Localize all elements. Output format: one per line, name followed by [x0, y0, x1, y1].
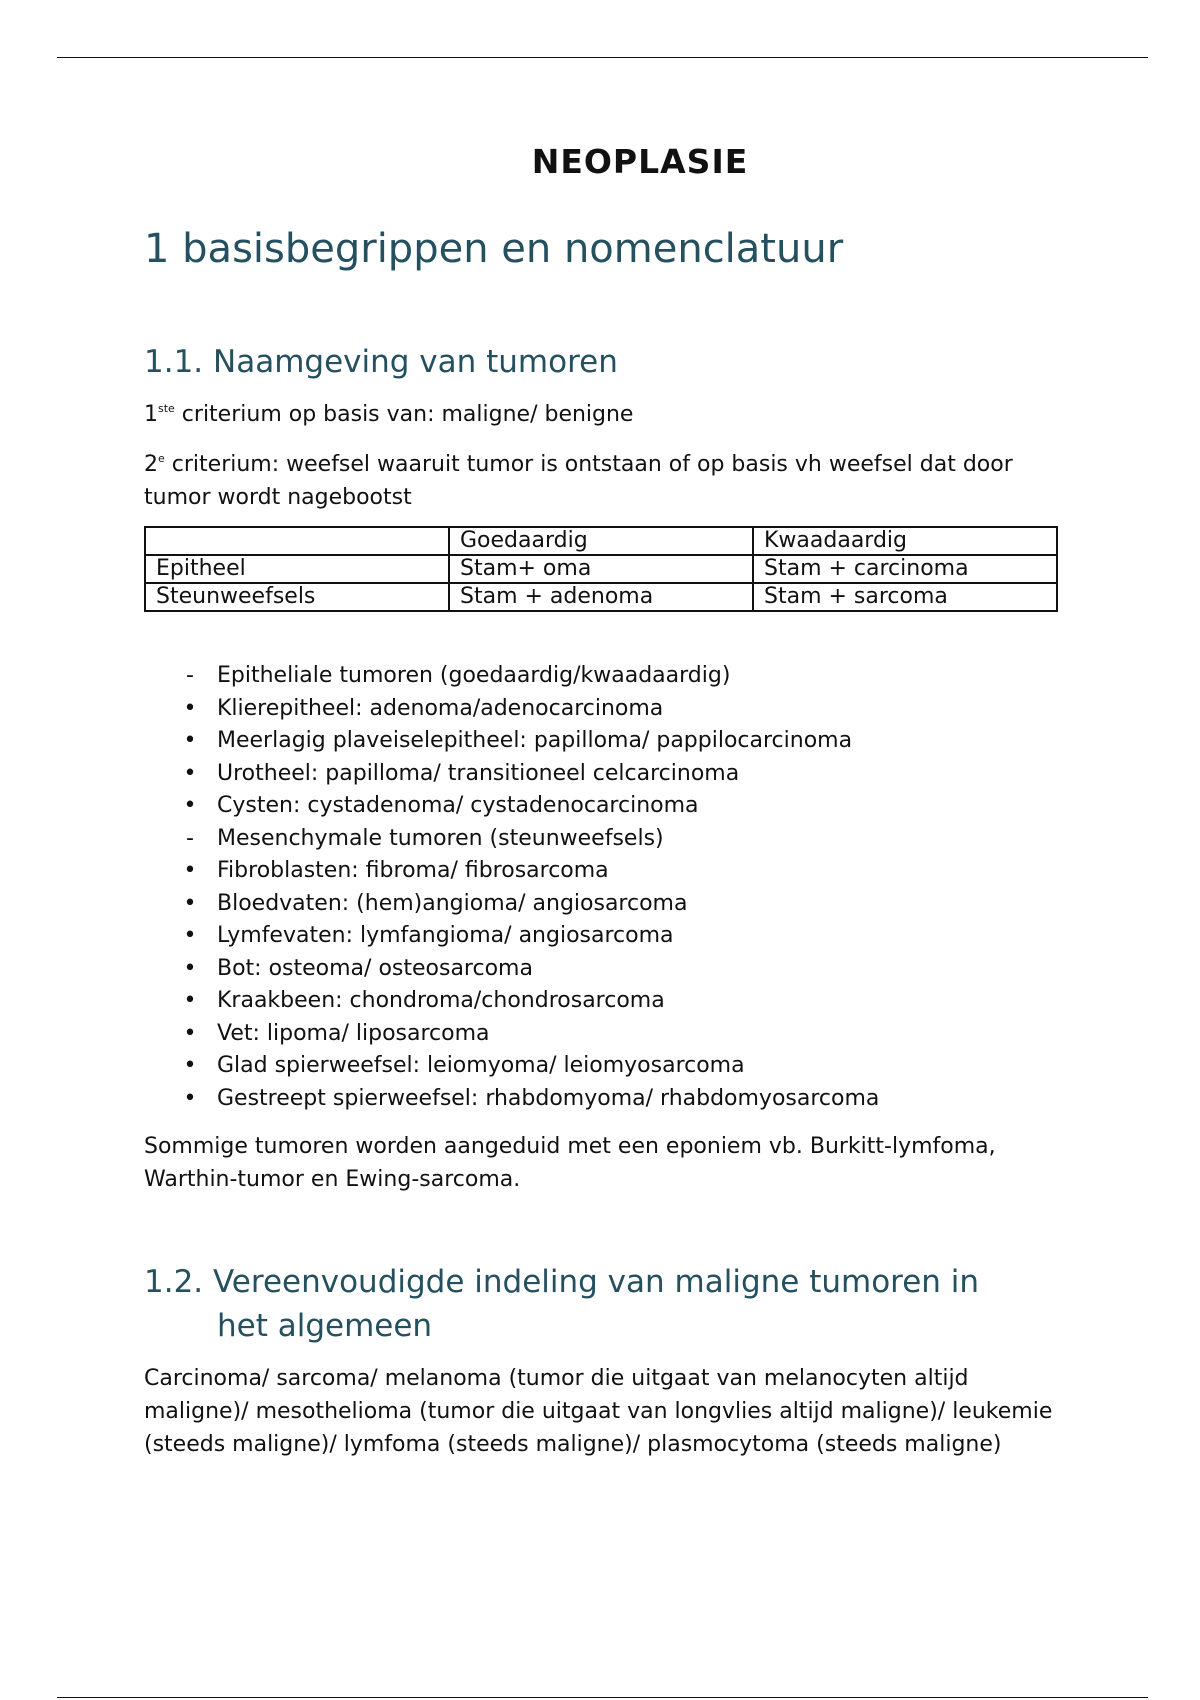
list-item — [144, 985, 879, 1018]
list-item — [144, 660, 879, 693]
list-item-text: Vet: lipoma/ liposarcoma — [217, 1020, 490, 1046]
criterion-1-sup: ste — [158, 402, 175, 415]
criterion-2-sup: e — [158, 452, 165, 465]
chapter-heading: 1 basisbegrippen en nomenclatuur — [144, 226, 844, 272]
dash-marker-icon: - — [186, 825, 194, 851]
list-item — [144, 920, 879, 953]
bullet-icon: • — [183, 923, 197, 948]
malignant-tumors-paragraph: Carcinoma/ sarcoma/ melanoma (tumor die uitgaat van melanocyten altijd maligne)/ mesothelioma (tumor die uitgaat van longvlies altijd maligne)/ leukemie (steeds maligne)/ lymfoma (steeds maligne)/ plasmocytoma (steeds maligne) — [144, 1366, 1053, 1457]
criterion-2-text: criterium: weefsel waaruit tumor is ontstaan of op basis vh weefsel dat door tumor wordt nagebootst — [144, 452, 1013, 510]
bullet-icon: • — [183, 793, 197, 818]
section-heading-1-2 — [144, 1260, 979, 1348]
list-item — [144, 1018, 879, 1051]
list-item-text: Cysten: cystadenoma/ cystadenocarcinoma — [217, 793, 699, 818]
document-title: NEOPLASIE — [531, 142, 749, 181]
table-cell: Stam + sarcoma — [753, 583, 1057, 611]
list-item-text: Lymfevaten: lymfangioma/ angiosarcoma — [217, 923, 674, 948]
section-heading-1-1: 1.1. Naamgeving van tumoren — [144, 344, 618, 380]
bullet-icon: • — [183, 955, 197, 981]
list-item-text: Klierepitheel: adenoma/adenocarcinoma — [217, 695, 664, 721]
footer-rule — [57, 1697, 1148, 1698]
list-item — [144, 1083, 879, 1116]
bullet-icon: • — [183, 1085, 197, 1111]
table-cell — [145, 527, 449, 555]
table-cell: Stam + adenoma — [449, 583, 753, 611]
list-item-text: Mesenchymale tumoren (steunweefsels) — [217, 825, 664, 851]
bullet-icon: • — [183, 728, 197, 753]
list-item — [144, 758, 879, 791]
criterion-2-num: 2 — [144, 452, 158, 477]
header-rule — [57, 57, 1148, 58]
list-item — [144, 790, 879, 823]
list-item-text: Meerlagig plaveiselepitheel: papilloma/ pappilocarcinoma — [217, 728, 853, 753]
bullet-icon: • — [183, 1053, 197, 1078]
criterion-1 — [144, 392, 1074, 431]
section-heading-line-2: het algemeen — [217, 1308, 433, 1344]
nomenclature-table — [144, 526, 1058, 612]
list-item-text: Kraakbeen: chondroma/chondrosarcoma — [217, 988, 665, 1013]
table-cell: Stam+ oma — [449, 555, 753, 583]
list-item-text: Glad spierweefsel: leiomyoma/ leiomyosarcoma — [217, 1053, 745, 1078]
bullet-icon: • — [183, 890, 197, 916]
list-item-text: Urotheel: papilloma/ transitioneel celcarcinoma — [217, 760, 740, 786]
eponym-paragraph: Sommige tumoren worden aangeduid met een eponiem vb. Burkitt-lymfoma, Warthin-tumor en Ewing-sarcoma. — [144, 1134, 996, 1192]
list-item-text: Fibroblasten: fibroma/ fibrosarcoma — [217, 858, 609, 883]
list-item-text: Epitheliale tumoren (goedaardig/kwaadaardig) — [217, 663, 731, 688]
list-item — [144, 725, 879, 758]
table-row — [145, 555, 1057, 583]
table-header-row — [145, 527, 1057, 555]
list-item — [144, 823, 879, 856]
bullet-icon: • — [183, 695, 197, 721]
list-item-text: Bot: osteoma/ osteosarcoma — [217, 955, 533, 981]
table-cell: Epitheel — [145, 555, 449, 583]
list-item — [144, 855, 879, 888]
table-cell: Goedaardig — [449, 527, 753, 555]
list-item — [144, 953, 879, 986]
criterion-1-num: 1 — [144, 402, 158, 427]
bullet-icon: • — [183, 760, 197, 786]
list-item — [144, 1050, 879, 1083]
bullet-icon: • — [183, 988, 197, 1013]
table-cell: Kwaadaardig — [753, 527, 1057, 555]
list-item-text: Bloedvaten: (hem)angioma/ angiosarcoma — [217, 890, 688, 916]
table-cell: Steunweefsels — [145, 583, 449, 611]
criterion-1-text: criterium op basis van: maligne/ benigne — [174, 402, 634, 427]
table-cell: Stam + carcinoma — [753, 555, 1057, 583]
table-row — [145, 583, 1057, 611]
bullet-icon: • — [183, 858, 197, 883]
criterion-2 — [144, 442, 1064, 514]
list-item-text: Gestreept spierweefsel: rhabdomyoma/ rhabdomyosarcoma — [217, 1085, 880, 1111]
section-heading-line-1: 1.2. Vereenvoudigde indeling van maligne tumoren in — [144, 1264, 980, 1300]
list-item — [144, 693, 879, 726]
bullet-icon: • — [183, 1020, 197, 1046]
list-item — [144, 888, 879, 921]
dash-marker-icon: - — [186, 663, 194, 688]
tumor-list — [144, 660, 879, 1115]
